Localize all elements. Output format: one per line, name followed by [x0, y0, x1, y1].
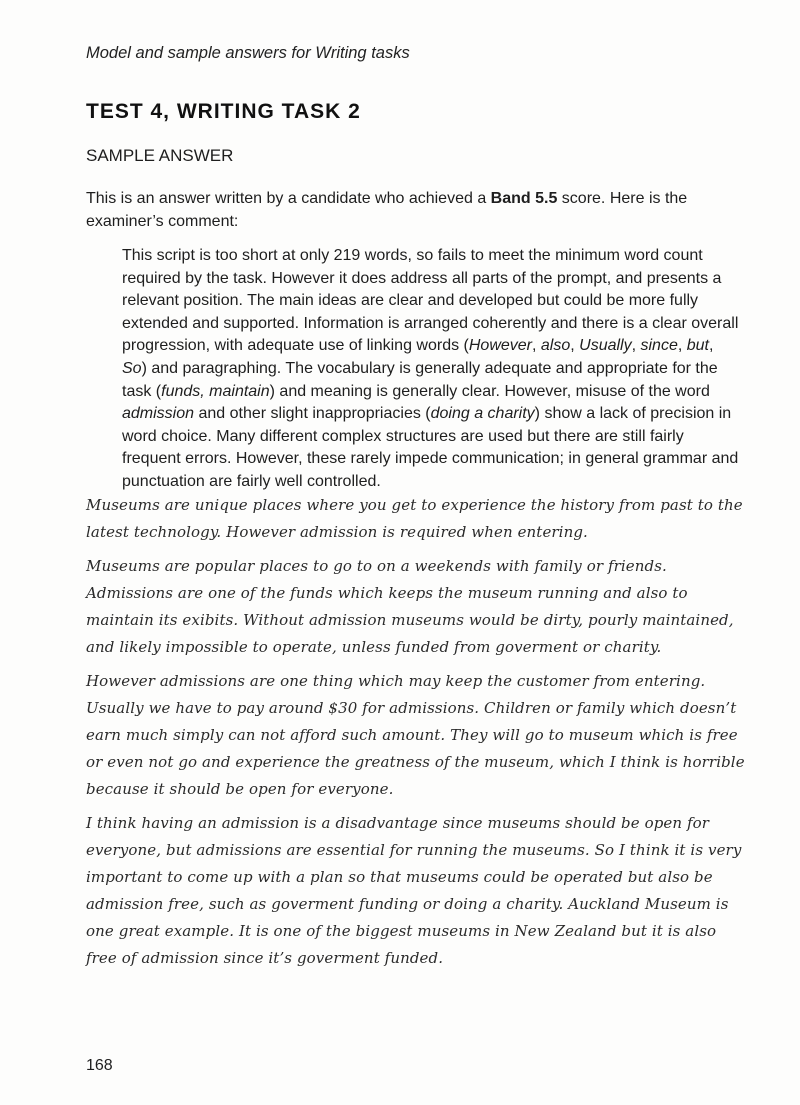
page-number: 168: [86, 1057, 113, 1074]
intro-text: [86, 187, 726, 233]
intro-after: score. Here is the examiner’s comment:: [86, 190, 688, 230]
running-head: Model and sample answers for Writing tasks: [86, 44, 410, 62]
comment-italic: but: [686, 337, 709, 355]
essay-paragraph-4: I think having an admission is a disadvantage since museums should be open for everyone, but admissions are essential for running the museums. So I think it is very important to come up with a plan so that museums could be operated but also be admission free, such as goverment funding or doing a charity. Auckland Museum is one great example. It is one of the biggest museums in New Zealand but it is also free of admission since it’s goverment funded.: [86, 814, 742, 967]
comment-segment: This script is too short at only 219 words, so fails to meet the minimum word count required by the task. However it does address all parts of the prompt, and presents a relevant position. The main ideas are clear and developed but could be more fully extended and supported. Information is arranged coherently and there is a clear overall progression, with adequate use of linking words (: [122, 247, 739, 355]
comment-italic: also: [540, 337, 571, 355]
comment-segment: ) and paragraphing. The vocabulary is generally adequate and appropriate for the task (: [122, 359, 718, 400]
comment-italic: doing a charity: [430, 405, 535, 423]
examiner-comment-text: [122, 245, 742, 494]
essay-paragraph-1: Museums are unique places where you get to experience the history from past to the latest technology. However admission is required when entering.: [86, 496, 743, 541]
section-subtitle: SAMPLE ANSWER: [86, 146, 234, 165]
comment-italic: admission: [122, 405, 195, 423]
comment-segment: ,: [570, 337, 580, 355]
page-title: TEST 4, WRITING TASK 2: [86, 100, 361, 123]
comment-segment: ) show a lack of precision in word choice. Many different complex structures are used but there are still fairly frequent errors. However, these rarely impede communication; in general grammar and punctuation are fairly well controlled.: [122, 405, 739, 490]
essay-paragraph-3: However admissions are one thing which may keep the customer from entering. Usually we have to pay around $30 for admissions. Children or family which doesn’t earn much simply can not afford such amount. They will go to museum which is free or even not go and experience the greatness of the museum, which I think is horrible because it should be open for everyone.: [86, 672, 745, 798]
essay-paragraph-2: Museums are popular places to go to on a weekends with family or friends. Admissions are one of the funds which keeps the museum running and also to maintain its exibits. Without admission museums would be dirty, pourly maintained, and likely impossible to operate, unless funded from goverment or charity.: [86, 557, 734, 656]
comment-segment: ,: [631, 337, 641, 355]
comment-segment: ,: [709, 337, 714, 355]
comment-segment: and other slight inappropriacies (: [194, 405, 431, 423]
comment-italic: since: [640, 337, 678, 355]
examiner-comment: [122, 245, 742, 494]
intro-before: This is an answer written by a candidate who achieved a: [86, 190, 491, 207]
comment-italic: funds, maintain: [161, 382, 270, 400]
comment-italic: So: [122, 359, 142, 377]
comment-italic: Usually: [579, 337, 632, 355]
comment-segment: ,: [677, 337, 687, 355]
comment-segment: ) and meaning is generally clear. However, misuse of the word: [269, 382, 710, 400]
comment-italic: However: [468, 337, 532, 355]
band-score: Band 5.5: [490, 190, 558, 207]
comment-segment: ,: [532, 337, 541, 355]
handwritten-essay: [86, 492, 746, 979]
